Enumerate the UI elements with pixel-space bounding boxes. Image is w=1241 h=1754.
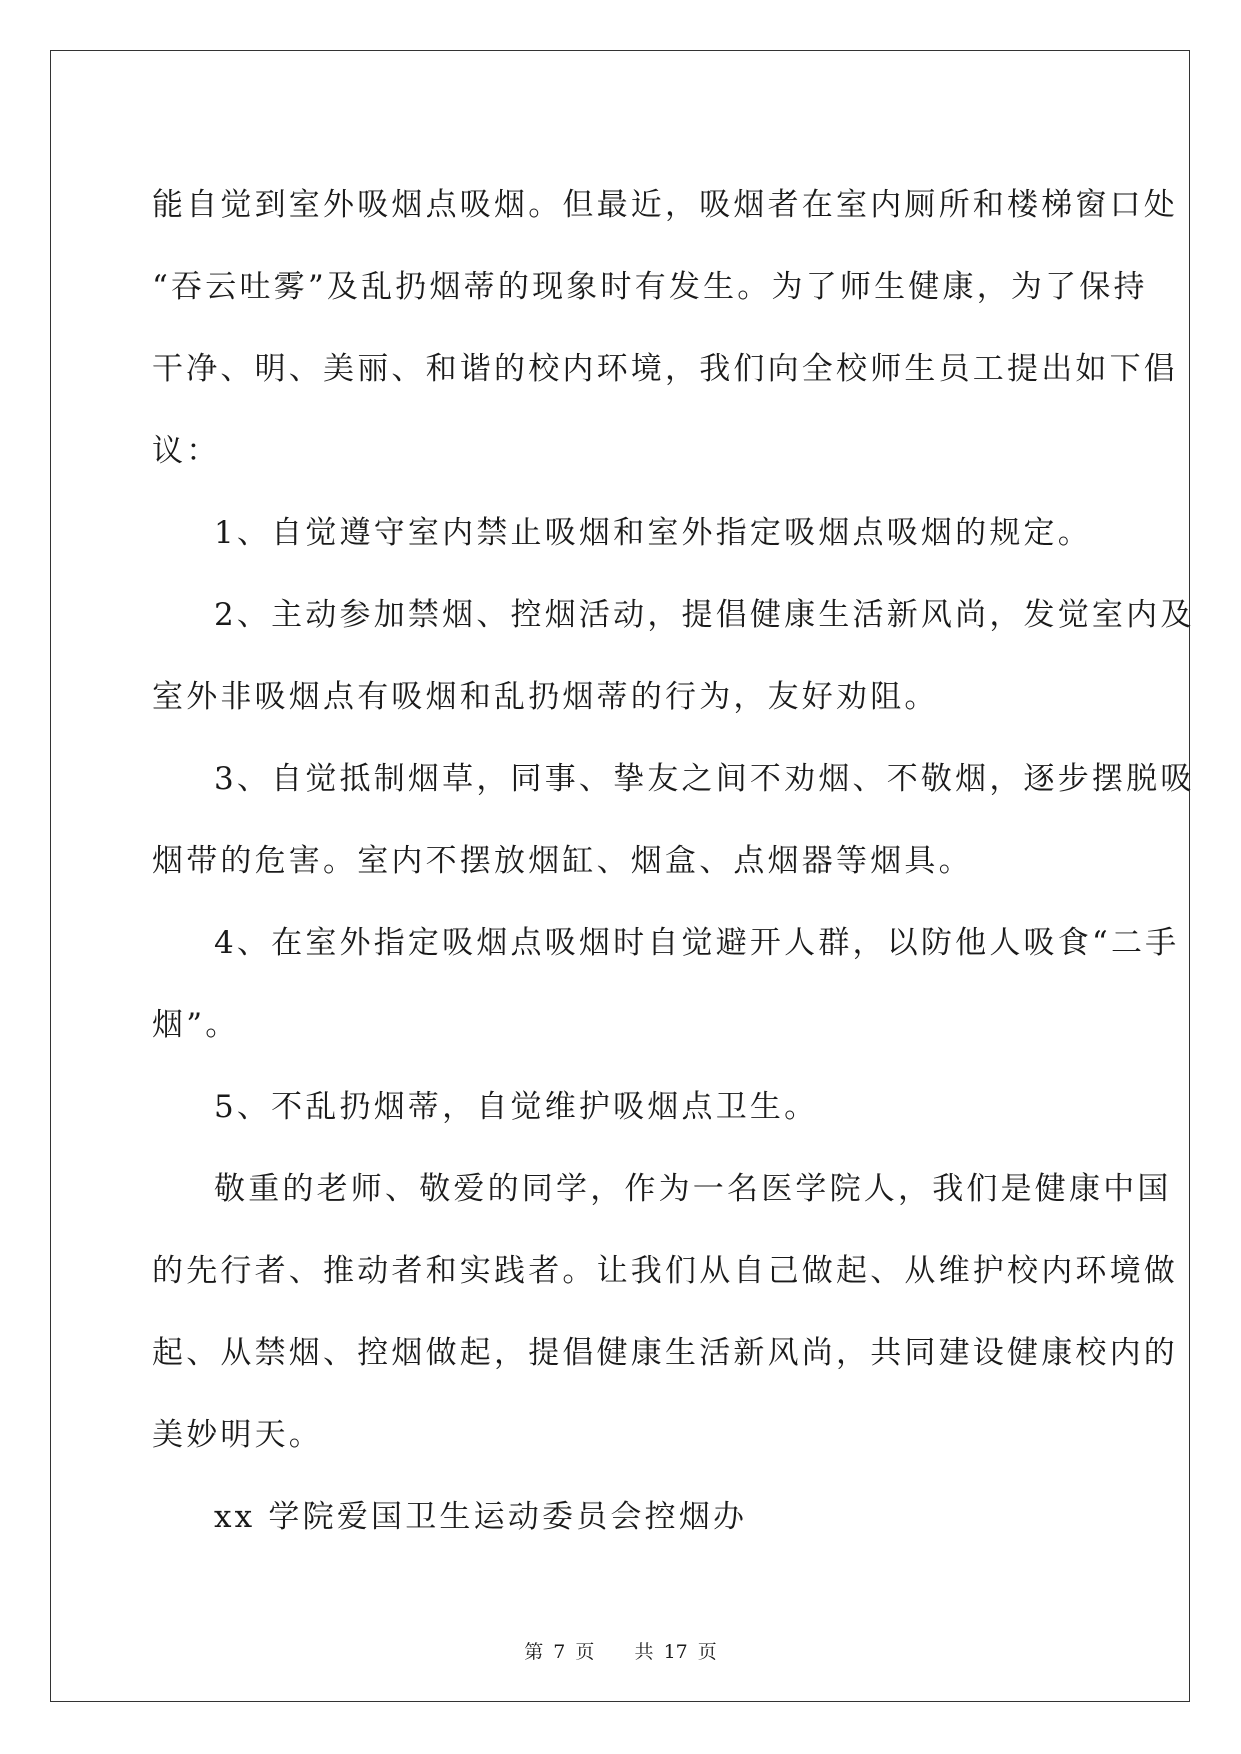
text-line: 室外非吸烟点有吸烟和乱扔烟蒂的行为，友好劝阻。 — [152, 679, 939, 715]
list-item: 4、在室外指定吸烟点吸烟时自觉避开人群，以防他人吸食“二手 — [214, 925, 1180, 961]
text-line: 起、从禁烟、控烟做起，提倡健康生活新风尚，共同建设健康校内的 — [152, 1335, 1178, 1371]
text-line: 能自觉到室外吸烟点吸烟。但最近，吸烟者在室内厕所和楼梯窗口处 — [152, 187, 1178, 223]
document-body — [152, 164, 1195, 1558]
list-item: 3、自觉抵制烟草，同事、挚友之间不劝烟、不敬烟，逐步摆脱吸 — [214, 761, 1195, 797]
text-line: 烟带的危害。室内不摆放烟缸、烟盒、点烟器等烟具。 — [152, 843, 973, 879]
signature-line: xx 学院爱国卫生运动委员会控烟办 — [214, 1499, 748, 1535]
text-line: 干净、明、美丽、和谐的校内环境，我们向全校师生员工提出如下倡 — [152, 351, 1178, 387]
list-item: 2、主动参加禁烟、控烟活动，提倡健康生活新风尚，发觉室内及 — [214, 597, 1195, 633]
text-line: 烟”。 — [152, 1007, 240, 1043]
text-line: 敬重的老师、敬爱的同学，作为一名医学院人，我们是健康中国 — [214, 1171, 1172, 1207]
page-number-label: 第 7 页 共 17 页 — [524, 1641, 717, 1663]
list-item: 5、不乱扔烟蒂，自觉维护吸烟点卫生。 — [214, 1089, 819, 1125]
text-line: 议： — [152, 433, 221, 469]
text-line: “吞云吐雾”及乱扔烟蒂的现象时有发生。为了师生健康，为了保持 — [152, 269, 1148, 305]
text-line: 的先行者、推动者和实践者。让我们从自己做起、从维护校内环境做 — [152, 1253, 1178, 1289]
list-item: 1、自觉遵守室内禁止吸烟和室外指定吸烟点吸烟的规定。 — [214, 515, 1092, 551]
page-number — [0, 1640, 1241, 1664]
text-line: 美妙明天。 — [152, 1417, 323, 1453]
